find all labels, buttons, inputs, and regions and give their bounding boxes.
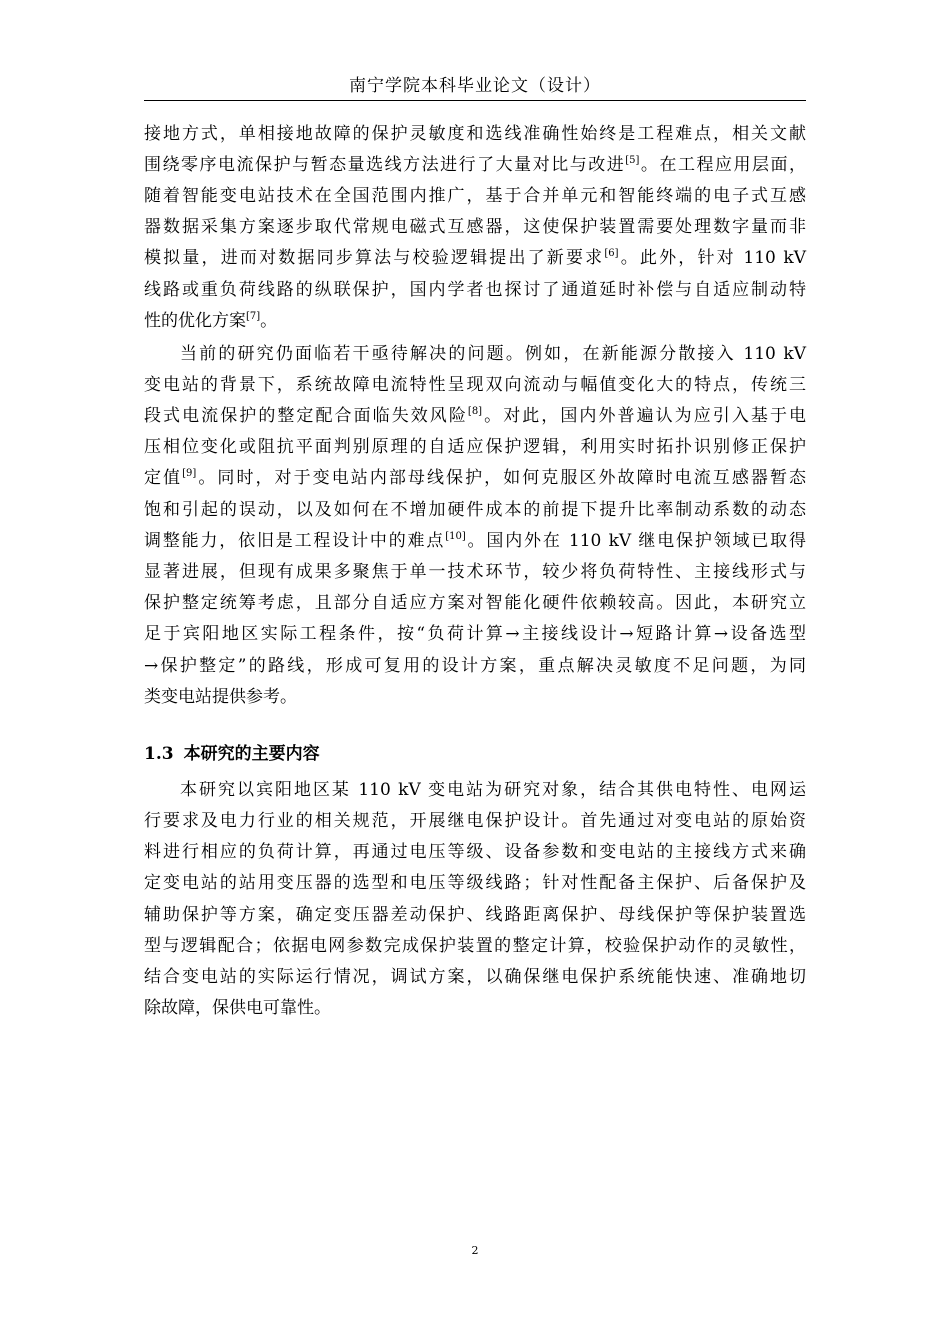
text-line: 器数据采集方案逐步取代常规电磁式互感器，这使保护装置需要处理数字量而非: [144, 217, 806, 237]
header-rule: [144, 100, 806, 101]
section-number: 1.3: [144, 744, 174, 764]
text-line: 除故障，保供电可靠性。: [144, 998, 331, 1018]
citation: [10]: [445, 531, 466, 542]
page-number: 2: [471, 1244, 479, 1257]
text-line: 压相位变化或阻抗平面判别原理的自适应保护逻辑，利用实时拓扑识别修正保护: [144, 437, 806, 457]
section-heading: [144, 744, 806, 764]
text-line: 模拟量，进而对数据同步算法与校验逻辑提出了新要求[6]。此外，针对 110 kV: [144, 248, 806, 268]
text-line: 结合变电站的实际运行情况，调试方案，以确保继电保护系统能快速、准确地切: [144, 967, 806, 987]
text-line: 性的优化方案[7]。: [144, 311, 278, 331]
text-line: 变电站的背景下，系统故障电流特性呈现双向流动与幅值变化大的特点，传统三: [144, 375, 806, 395]
text-line: 当前的研究仍面临若干亟待解决的问题。例如，在新能源分散接入 110 kV: [180, 344, 806, 364]
text-line: 本研究以宾阳地区某 110 kV 变电站为研究对象，结合其供电特性、电网运: [180, 780, 806, 800]
citation: [7]: [246, 311, 261, 322]
section-title: 本研究的主要内容: [183, 744, 320, 764]
text-line: 行要求及电力行业的相关规范，开展继电保护设计。首先通过对变电站的原始资: [144, 811, 806, 831]
text-line: 围绕零序电流保护与暂态量选线方法进行了大量对比与改进[5]。在工程应用层面，: [144, 155, 807, 175]
text-line: 保护整定统筹考虑，且部分自适应方案对智能化硬件依赖较高。因此，本研究立: [144, 593, 806, 613]
text-line: 型与逻辑配合；依据电网参数完成保护装置的整定计算，校验保护动作的灵敏性，: [144, 936, 806, 956]
text-line: 段式电流保护的整定配合面临失效风险[8]。对此，国内外普遍认为应引入基于电: [144, 406, 807, 426]
citation: [5]: [625, 155, 640, 166]
text-line: 辅助保护等方案，确定变压器差动保护、线路距离保护、母线保护等保护装置选: [144, 905, 806, 925]
text-line: 足于宾阳地区实际工程条件，按“负荷计算→主接线设计→短路计算→设备选型: [144, 624, 806, 644]
text-line: 类变电站提供参考。: [144, 687, 297, 707]
citation: [9]: [182, 468, 197, 479]
text-line: 定值[9]。同时，对于变电站内部母线保护，如何克服区外故障时电流互感器暂态: [144, 468, 807, 488]
text-line: 饱和引起的误动，以及如何在不增加硬件成本的前提下提升比率制动系数的动态: [144, 500, 806, 520]
text-line: 料进行相应的负荷计算，再通过电压等级、设备参数和变电站的主接线方式来确: [144, 842, 806, 862]
text-line: 线路或重负荷线路的纵联保护，国内学者也探讨了通道延时补偿与自适应制动特: [144, 280, 806, 300]
text-line: 定变电站的站用变压器的选型和电压等级线路；针对性配备主保护、后备保护及: [144, 873, 806, 893]
text-line: →保护整定”的路线，形成可复用的设计方案，重点解决灵敏度不足问题，为同: [144, 656, 806, 676]
citation: [6]: [604, 248, 619, 259]
text-line: 接地方式，单相接地故障的保护灵敏度和选线准确性始终是工程难点，相关文献: [144, 124, 806, 144]
citation: [8]: [467, 406, 483, 417]
text-line: 显著进展，但现有成果多聚焦于单一技术环节，较少将负荷特性、主接线形式与: [144, 562, 806, 582]
text-line: 随着智能变电站技术在全国范围内推广，基于合并单元和智能终端的电子式互感: [144, 186, 806, 206]
page-header: 南宁学院本科毕业论文（设计）: [349, 76, 601, 96]
text-line: 调整能力，依旧是工程设计中的难点[10]。国内外在 110 kV 继电保护领域已取得: [144, 531, 806, 551]
